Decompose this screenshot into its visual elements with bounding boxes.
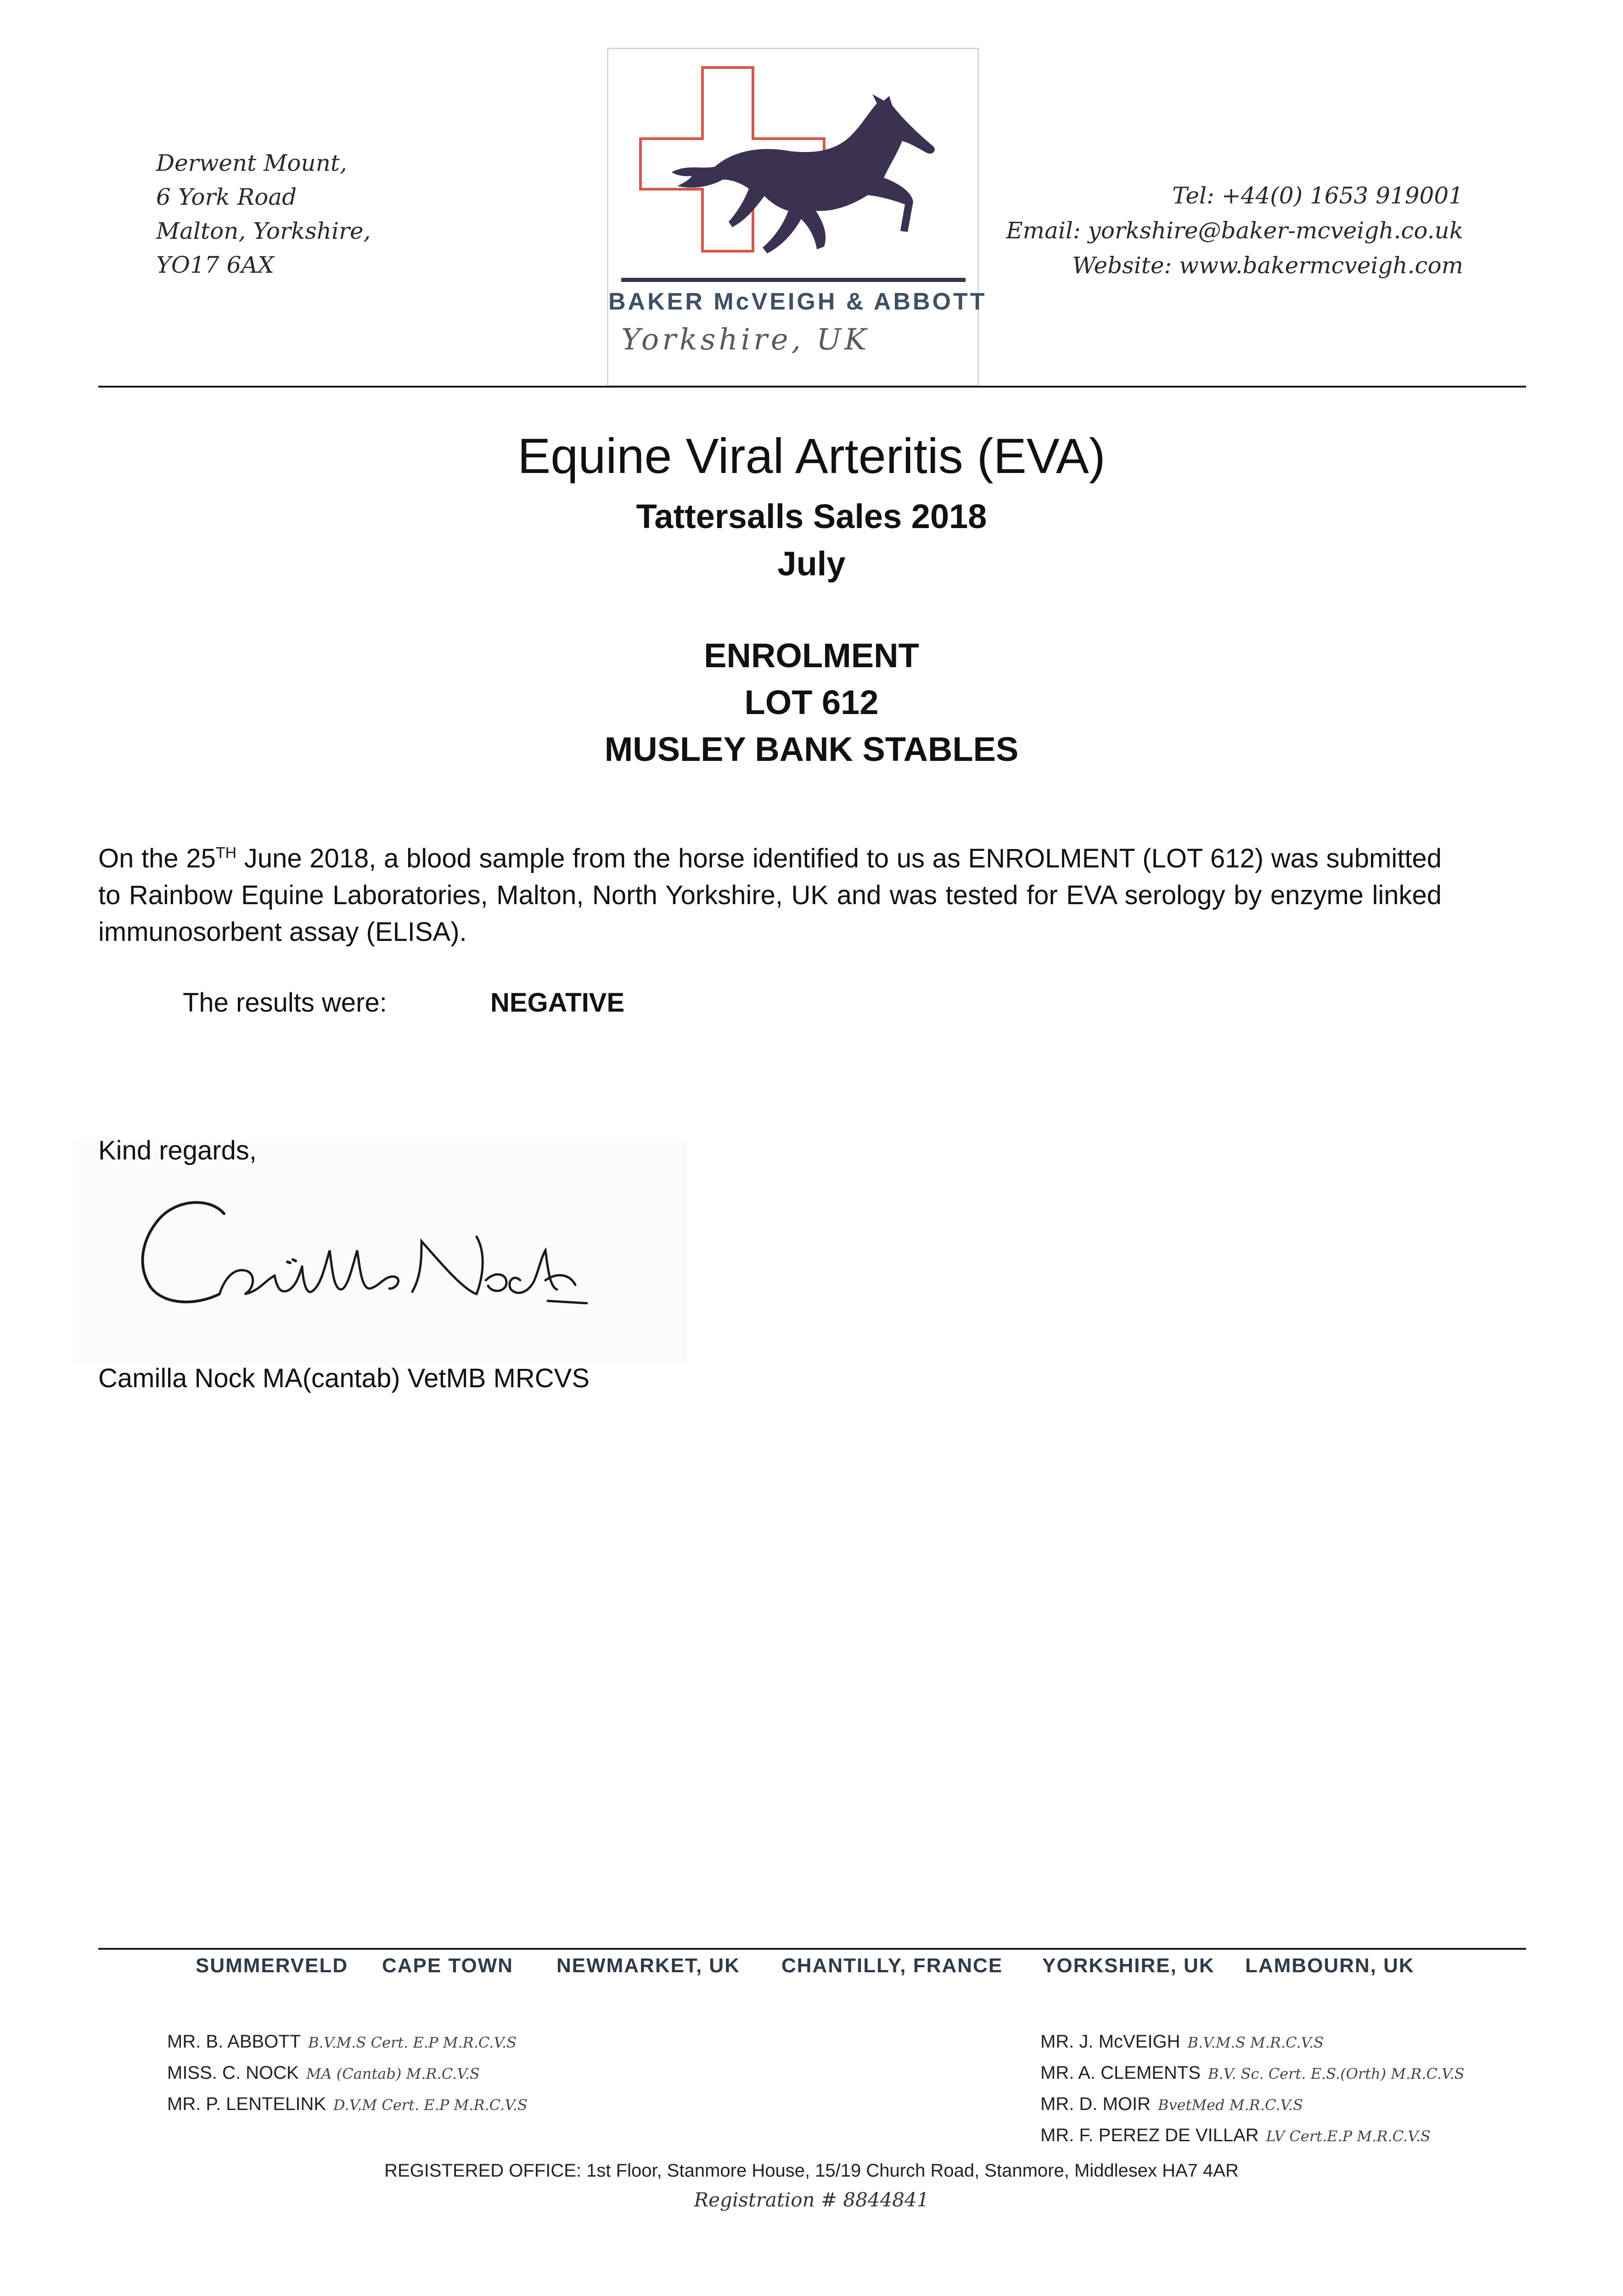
address-line: Malton, Yorkshire, (156, 218, 371, 244)
staff-name: MR. P. LENTELINK (167, 2094, 326, 2114)
body-text-rest: June 2018, a blood sample from the horse identified to us as ENROLMENT (LOT 612) was submitted to Rainbow Equine Laboratories, Malton, North Yorkshire, UK and was tested for EVA serology by enzyme linked immunosorbent assay (ELISA). (98, 844, 1442, 947)
staff-member (1040, 2120, 1465, 2151)
logo-company-name: BAKER McVEIGH & ABBOTT (608, 288, 987, 315)
galloping-horse-icon (672, 94, 935, 253)
stables-name: MUSLEY BANK STABLES (604, 730, 1019, 768)
document-title: Equine Viral Arteritis (EVA) (517, 428, 1106, 484)
company-logo (607, 48, 987, 387)
horse-name: ENROLMENT (704, 636, 919, 675)
registered-office: REGISTERED OFFICE: 1st Floor, Stanmore House, 15/19 Church Road, Stanmore, Middlesex HA7 4AR (384, 2161, 1239, 2181)
address-line: YO17 6AX (156, 252, 275, 278)
staff-member (1040, 2026, 1465, 2058)
address-line: Derwent Mount, (156, 150, 347, 176)
location-item: SUMMERVELD (196, 1954, 348, 1977)
staff-qualifications: MA (Cantab) M.R.C.V.S (306, 2065, 480, 2082)
handwritten-signature (73, 1142, 687, 1365)
staff-member (1040, 2089, 1465, 2120)
footer-divider (98, 1948, 1526, 1950)
header-divider (98, 386, 1526, 388)
staff-member (167, 2026, 528, 2058)
staff-name: MR. D. MOIR (1040, 2094, 1151, 2114)
staff-list-right (1040, 2026, 1465, 2151)
location-item: NEWMARKET, UK (556, 1954, 740, 1977)
staff-name: MISS. C. NOCK (167, 2063, 299, 2083)
contact-email: Email: yorkshire@baker-mcveigh.co.uk (1006, 217, 1463, 244)
logo-rule (621, 278, 966, 282)
staff-qualifications: LV Cert.E.P M.R.C.V.S (1266, 2127, 1431, 2145)
body-paragraph (98, 840, 1442, 951)
staff-qualifications: D.V.M Cert. E.P M.R.C.V.S (333, 2096, 528, 2114)
contact-block (1006, 178, 1463, 283)
signatory-name: Camilla Nock MA(cantab) VetMB MRCVS (98, 1363, 590, 1393)
staff-qualifications: B.V.M.S Cert. E.P M.R.C.V.S (308, 2034, 517, 2051)
results-value: NEGATIVE (490, 988, 625, 1018)
staff-name: MR. F. PEREZ DE VILLAR (1040, 2125, 1259, 2145)
staff-name: MR. J. McVEIGH (1040, 2032, 1180, 2052)
staff-list-left (167, 2026, 528, 2120)
staff-qualifications: B.V. Sc. Cert. E.S.(Orth) M.R.C.V.S (1207, 2065, 1465, 2082)
staff-qualifications: B.V.M.S M.R.C.V.S (1187, 2034, 1324, 2051)
staff-member (167, 2089, 528, 2120)
staff-member (1040, 2058, 1465, 2089)
closing-text: Kind regards, (98, 1136, 257, 1165)
location-item: CAPE TOWN (382, 1954, 514, 1977)
staff-qualifications: BvetMed M.R.C.V.S (1157, 2096, 1303, 2114)
logo-subtitle: Yorkshire, UK (621, 323, 870, 357)
body-text-prefix: On the 25 (98, 844, 216, 873)
location-item: YORKSHIRE, UK (1042, 1954, 1215, 1977)
location-item: LAMBOURN, UK (1245, 1954, 1415, 1977)
staff-name: MR. A. CLEMENTS (1040, 2063, 1201, 2083)
contact-website: Website: www.bakermcveigh.com (1072, 252, 1463, 279)
sale-name: Tattersalls Sales 2018 (636, 497, 987, 535)
date-superscript: TH (215, 844, 237, 862)
logo-graphic (608, 49, 977, 306)
registration-number: Registration # 8844841 (694, 2189, 929, 2211)
signature-area (73, 1142, 687, 1365)
staff-name: MR. B. ABBOTT (167, 2032, 301, 2052)
contact-tel: Tel: +44(0) 1653 919001 (1172, 182, 1463, 209)
sale-month: July (777, 545, 846, 583)
lot-number: LOT 612 (744, 683, 879, 721)
results-label: The results were: (183, 988, 387, 1018)
staff-member (167, 2058, 528, 2089)
address-block (156, 146, 371, 282)
location-item: CHANTILLY, FRANCE (781, 1954, 1003, 1977)
address-line: 6 York Road (156, 184, 297, 210)
